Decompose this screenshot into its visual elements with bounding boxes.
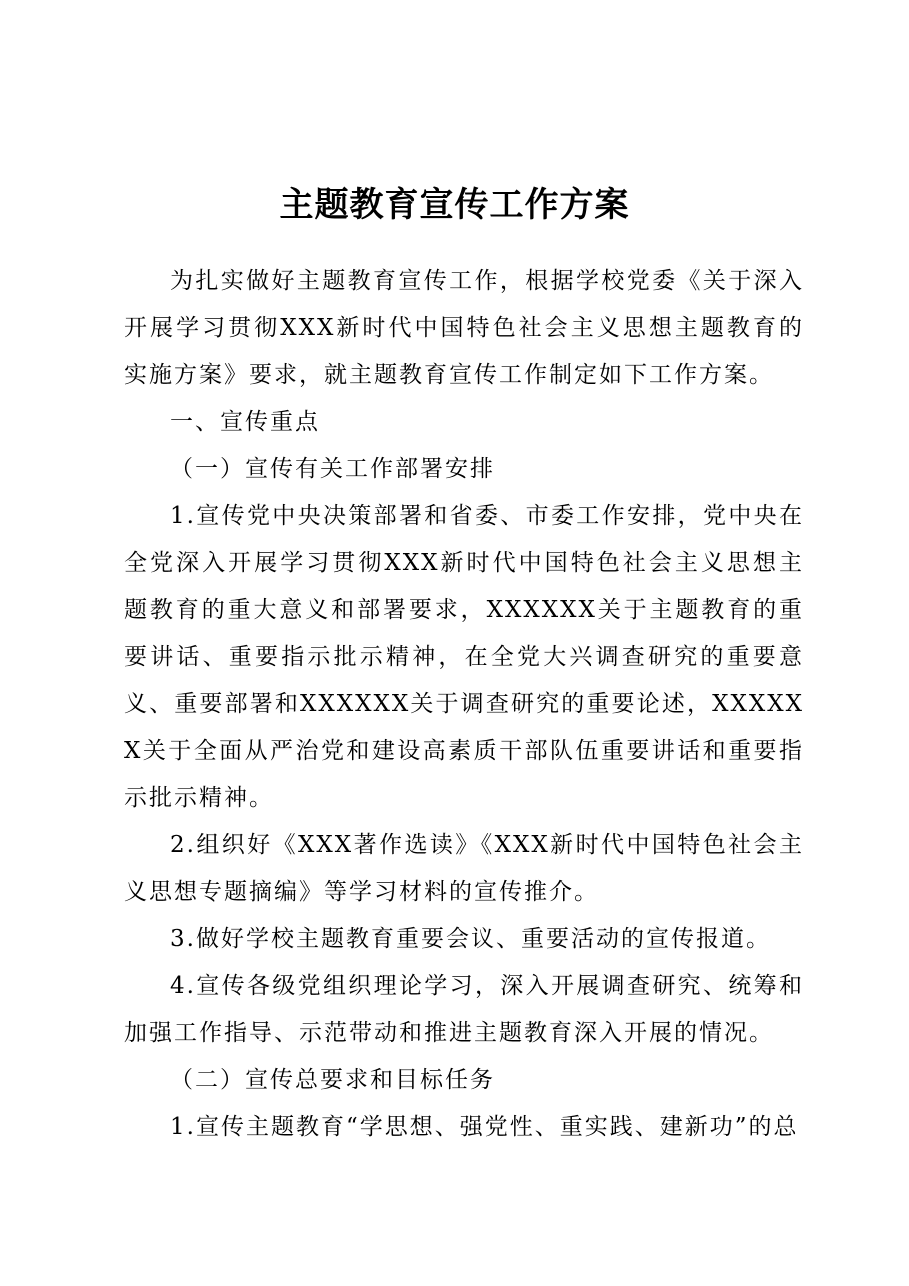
- list-item-1-1: 1.宣传党中央决策部署和省委、市委工作安排，党中央在全党深入开展学习贯彻XXX新时代中国特色社会主义思想主题教育的重大意义和部署要求，XXXXXX关于主题教育的重要讲话、重要指示批示精神，在全党大兴调查研究的重要意义、重要部署和XXXXXX关于调查研究的重要论述，XXXXXX关于全面从严治党和建设高素质干部队伍重要讲话和重要指示批示精神。: [124, 503, 804, 811]
- subsection-heading-1: （一）宣传有关工作部署安排: [170, 456, 495, 482]
- section-heading-1: 一、宣传重点: [170, 409, 320, 435]
- list-item-1-4: 4.宣传各级党组织理论学习，深入开展调查研究、统筹和加强工作指导、示范带动和推进主题教育深入开展的情况。: [124, 973, 804, 1046]
- list-item-2-1: 1.宣传主题教育“学思想、强党性、重实践、建新功”的总: [170, 1114, 799, 1140]
- list-item-1-3: 3.做好学校主题教育重要会议、重要活动的宣传报道。: [170, 926, 771, 952]
- document-body: [124, 258, 804, 1151]
- list-item-1-2: 2.组织好《XXX著作选读》《XXX新时代中国特色社会主义思想专题摘编》等学习材料的宣传推介。: [124, 832, 804, 905]
- subsection-heading-2: （二）宣传总要求和目标任务: [170, 1067, 495, 1093]
- intro-paragraph: 为扎实做好主题教育宣传工作，根据学校党委《关于深入开展学习贯彻XXX新时代中国特色社会主义思想主题教育的实施方案》要求，就主题教育宣传工作制定如下工作方案。: [124, 268, 804, 388]
- document-title: 主题教育宣传工作方案: [279, 185, 630, 225]
